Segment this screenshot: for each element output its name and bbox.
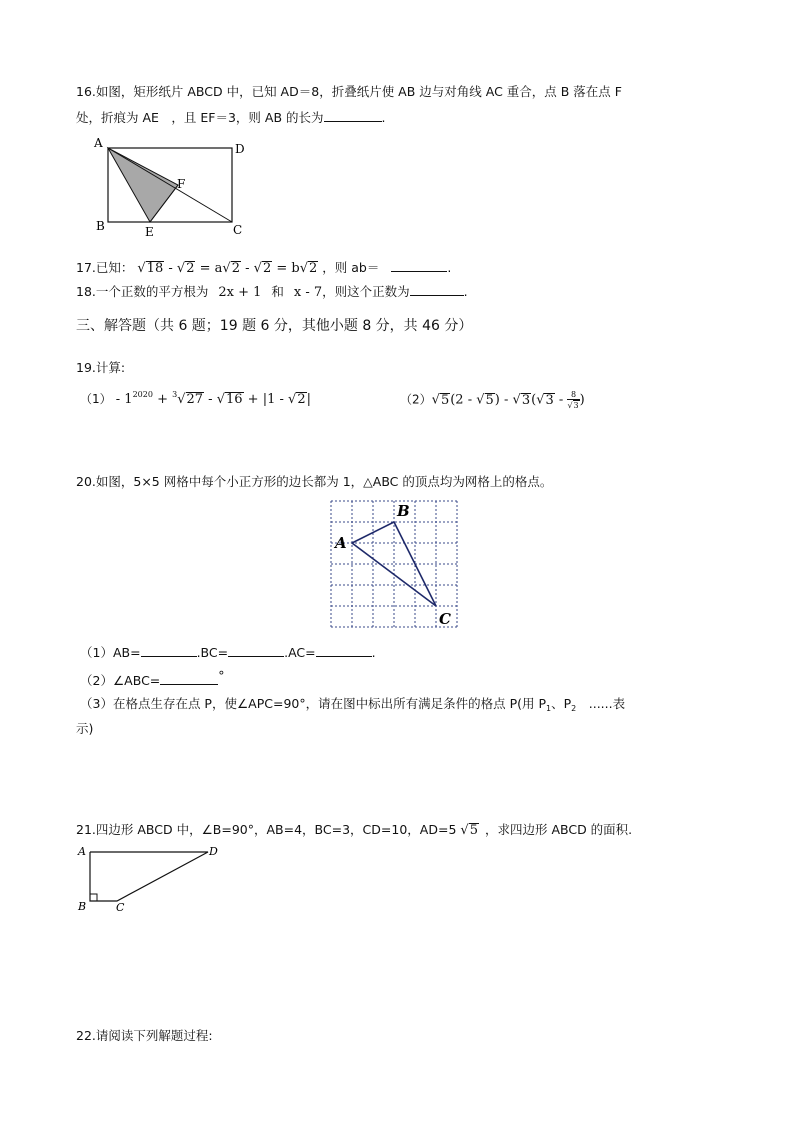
q17-minus2: - <box>240 261 254 276</box>
q19-p1-r2: 2 <box>297 392 306 407</box>
q20-grid <box>331 501 457 627</box>
q21-figure <box>76 842 226 914</box>
q19-p2-num: 8 <box>567 390 579 400</box>
q21-label-a: A <box>78 845 86 858</box>
q20-p3-sub1: 1 <box>546 704 552 713</box>
q16-figure <box>88 134 258 240</box>
q17-minus1: - <box>164 261 177 276</box>
q16-line1: 16.如图，矩形纸片 ABCD 中，已知 AD＝8，折叠纸片使 AB 边与对角线 AC 重合，点 B 落在点 F <box>76 84 622 99</box>
q19-p1-r16: 16 <box>226 392 243 407</box>
q20-p1-bc: .BC= <box>196 645 229 660</box>
q16-line2-text: 处，折痕为 AE ，且 EF＝3，则 AB 的长为 <box>76 110 324 125</box>
q17-sqrt2-1: 2 <box>186 261 195 276</box>
q18-expr2: x - 7 <box>293 285 323 300</box>
q17-prefix: 17.已知： <box>76 260 134 275</box>
q21-label-b: B <box>78 900 87 913</box>
q18-line <box>76 282 468 300</box>
q20-p3-sep: 、P <box>551 696 572 711</box>
q19-p1-abs-close: | <box>306 392 311 407</box>
q17-sqrt18: 18 <box>146 261 164 276</box>
q20-p3-text: （3）在格点生存在点 P，使∠APC=90°，请在图中标出所有满足条件的格点 P(用 P <box>80 696 547 711</box>
q18-expr1: 2x + 1 <box>218 285 262 300</box>
q17-tail: ，则 ab＝ <box>322 260 380 275</box>
q21-line <box>76 820 632 838</box>
q20-part2 <box>80 668 225 689</box>
q16-label-c: C <box>233 223 243 237</box>
q16-label-f: F <box>177 177 186 191</box>
q19-p2-den: 3 <box>573 401 579 410</box>
q19-p2-den-wrap: √3 <box>567 401 579 410</box>
q21-text2: ，求四边形 ABCD 的面积. <box>484 822 633 837</box>
q22-line: 22.请阅读下列解题过程: <box>76 1028 213 1043</box>
q19-part2: （2）√5(2 - √5) - √3(√3 - $\frac{8}{√3}$ ) <box>400 390 585 410</box>
q20-p3-sub2: 2 <box>571 704 577 713</box>
q19-p1-label: （1） <box>80 392 112 406</box>
q20-p3-dots: ......表 <box>576 696 626 711</box>
q21-label-d: D <box>209 845 218 858</box>
q20-part3-line1 <box>80 694 625 713</box>
q20-ac-blank[interactable] <box>316 644 372 657</box>
q19-p1-a: - 1 <box>111 392 133 407</box>
q20-p2-label: （2）∠ABC= <box>80 673 161 688</box>
q17-sqrt2-4: 2 <box>309 261 318 276</box>
q17-sqrt2-3: 2 <box>262 261 272 276</box>
q20-p1-ac: .AC= <box>284 645 316 660</box>
q19-p1-exp: 2020 <box>132 390 153 399</box>
q20-p2-deg: ° <box>218 668 225 683</box>
q20-label-a: A <box>335 534 347 552</box>
q16-label-a: A <box>94 136 103 150</box>
q21-quadrilateral <box>90 852 208 901</box>
q18-answer-blank[interactable] <box>410 283 464 296</box>
q19-part1: $(1) - 1^{2020} + ^3√27 - √16 + |1 - √2|$ <box>80 390 311 407</box>
q19-p2-fraction <box>567 390 579 410</box>
q20-label-c: C <box>439 610 451 628</box>
q18-and: 和 <box>271 284 284 299</box>
q19-intro: 19.计算: <box>76 360 126 375</box>
q19-p2-paren2: ( <box>531 392 537 408</box>
q17-expression: √18 - √2 = a√2 - √2 = b√2 <box>137 261 318 276</box>
q21-label-c: C <box>116 901 125 914</box>
q17-b: b <box>291 261 300 276</box>
q20-ab-blank[interactable] <box>141 644 197 657</box>
q21-text1: 21.四边形 ABCD 中，∠B=90°，AB=4，BC=3，CD=10，AD=5 <box>76 822 457 837</box>
q20-angle-blank[interactable] <box>160 672 218 685</box>
q20-part1 <box>80 643 376 661</box>
q20-label-b: B <box>397 502 410 520</box>
q17-a: a <box>214 261 223 276</box>
q17-end: . <box>447 260 452 275</box>
q19-p2-paren: (2 - <box>450 392 477 408</box>
q19-p2-minus: - <box>554 392 568 408</box>
q16-label-e: E <box>145 225 154 239</box>
section3-title: 三、解答题（共 6 题；19 题 6 分，其他小题 8 分，共 46 分） <box>76 318 473 334</box>
q20-intro: 20.如图，5×5 网格中每个小正方形的边长都为 1，△ABC 的顶点均为网格上的格点。 <box>76 474 553 489</box>
q19-p2-r3a: 3 <box>521 392 531 408</box>
q20-bc-blank[interactable] <box>228 644 284 657</box>
q21-right-angle-mark <box>90 894 97 901</box>
q19-p1-idx: 3 <box>172 390 178 399</box>
q18-tail: ，则这个正数为 <box>322 284 410 299</box>
q19-p2-r5b: 5 <box>485 392 494 408</box>
q20-p1-label: （1）AB= <box>80 645 141 660</box>
q21-sqrt5: √5 <box>460 823 478 838</box>
q16-label-b: B <box>96 219 105 233</box>
q17-answer-blank[interactable] <box>391 259 447 272</box>
q19-p1-plus: + <box>152 392 173 407</box>
q20-p1-end: . <box>371 645 376 660</box>
q19-p2-r5a: 5 <box>440 392 450 408</box>
q19-p1-abs-open: + |1 - <box>243 392 289 407</box>
q16-label-d: D <box>235 142 245 156</box>
q18-prefix: 18.一个正数的平方根为 <box>76 284 209 299</box>
q20-part3-line2: 示) <box>76 721 94 736</box>
q17-eq1: = <box>195 261 215 276</box>
q17-eq2: = <box>272 261 292 276</box>
q19-p2-label: （2） <box>400 392 432 407</box>
q16-end: . <box>381 110 386 125</box>
q21-r5: 5 <box>469 823 478 838</box>
q16-answer-blank[interactable] <box>324 109 382 122</box>
q19-p1-r27: 27 <box>186 392 204 407</box>
q16-fold-triangle <box>108 148 178 222</box>
q18-end: . <box>463 284 468 299</box>
q16-diagonal-ac <box>108 148 232 222</box>
q19-p2-mid: ) - <box>494 392 513 408</box>
q17-sqrt2-2: 2 <box>231 261 240 276</box>
q19-p2-close: ) <box>579 392 585 408</box>
q16-line2 <box>76 108 386 126</box>
q19-p2-r3b: 3 <box>545 392 554 408</box>
q20-grid-figure <box>326 496 466 634</box>
q17-line <box>76 258 451 276</box>
